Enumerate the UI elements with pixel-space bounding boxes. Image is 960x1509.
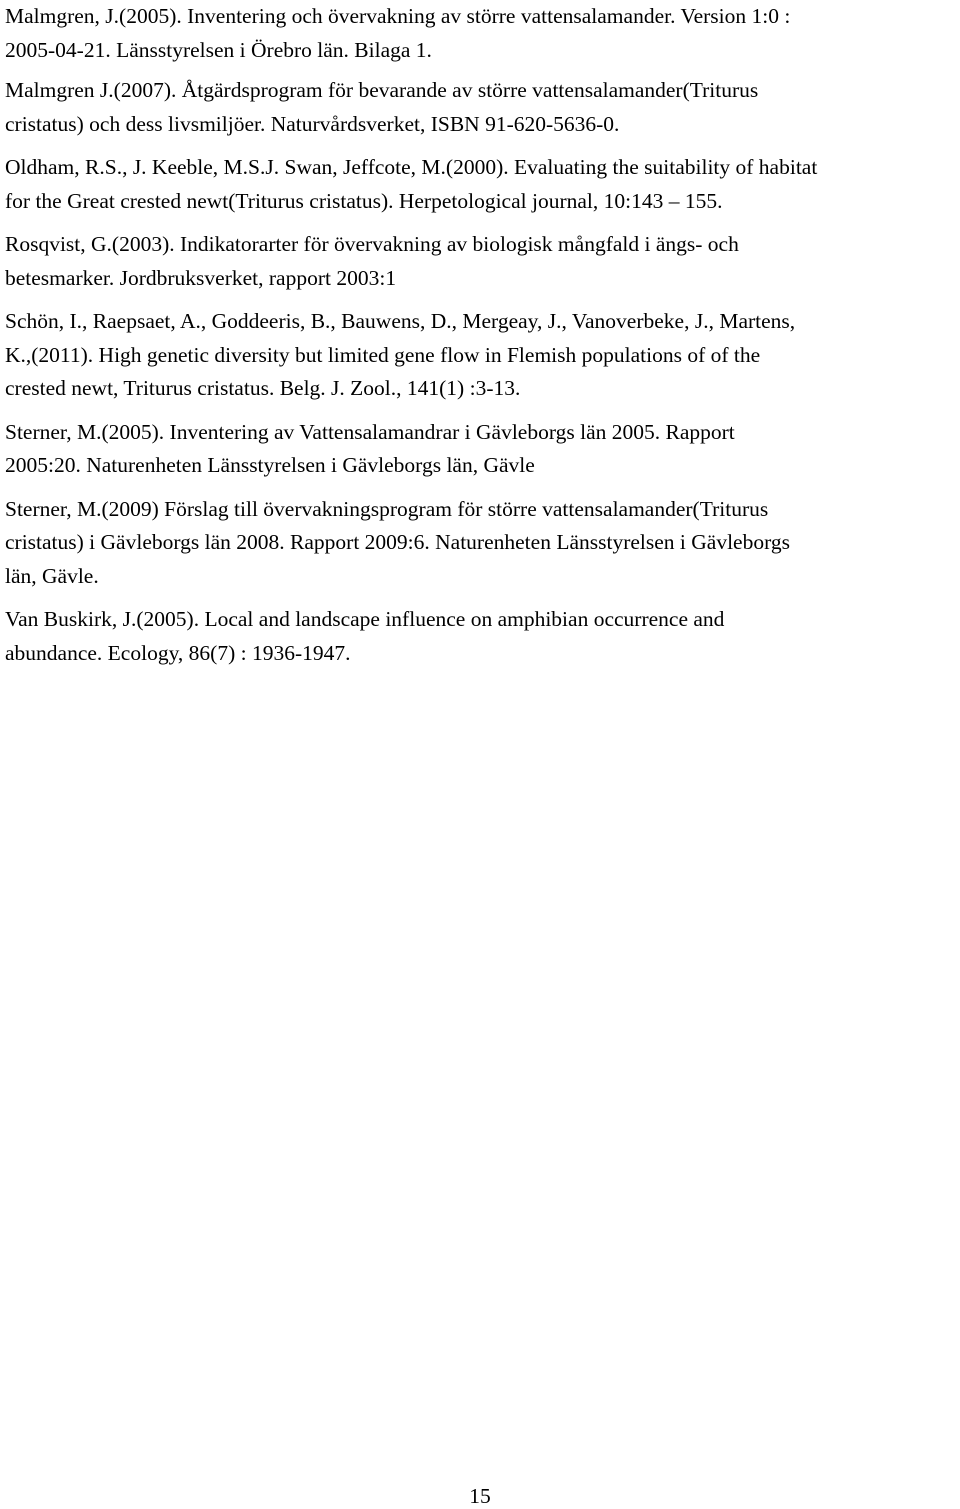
reference-line: Oldham, R.S., J. Keeble, M.S.J. Swan, Jeffcote, M.(2000). Evaluating the suitability of habitat — [5, 155, 818, 179]
reference-van-buskirk-2005 — [5, 603, 957, 670]
reference-line: 2005:20. Naturenheten Länsstyrelsen i Gävleborgs län, Gävle — [5, 453, 535, 477]
reference-line: Sterner, M.(2009) Förslag till övervakningsprogram för större vattensalamander(Triturus — [5, 496, 769, 521]
reference-line: abundance. Ecology, 86(7) : 1936-1947. — [5, 640, 351, 665]
reference-line: K.,(2011). High genetic diversity but limited gene flow in Flemish populations of of the — [5, 342, 761, 367]
reference-line: Malmgren, J.(2005). Inventering och övervakning av större vattensalamander. Version 1:0 : — [5, 4, 791, 28]
reference-list — [5, 0, 957, 670]
reference-line: Rosqvist, G.(2003). Indikatorarter för övervakning av biologisk mångfald i ängs- och — [5, 232, 739, 256]
reference-line: Schön, I., Raepsaet, A., Goddeeris, B., Bauwens, D., Mergeay, J., Vanoverbeke, J., Martens, — [5, 309, 796, 333]
reference-rosqvist-2003 — [5, 228, 957, 295]
reference-line: for the Great crested newt(Triturus cristatus). Herpetological journal, 10:143 – 155. — [5, 188, 723, 213]
reference-malmgren-2007 — [5, 74, 957, 141]
reference-schon-2011 — [5, 305, 957, 406]
reference-line: Van Buskirk, J.(2005). Local and landscape influence on amphibian occurrence and — [5, 607, 725, 631]
reference-line: cristatus) och dess livsmiljöer. Naturvårdsverket, ISBN 91-620-5636-0. — [5, 111, 620, 136]
reference-line: cristatus) i Gävleborgs län 2008. Rapport 2009:6. Naturenheten Länsstyrelsen i Gävleborgs — [5, 530, 790, 554]
reference-sterner-2005 — [5, 416, 957, 483]
reference-line: Sterner, M.(2005). Inventering av Vattensalamandrar i Gävleborgs län 2005. Rapport — [5, 419, 735, 444]
reference-malmgren-2005 — [5, 0, 957, 67]
reference-sterner-2009 — [5, 493, 957, 594]
page-number: 15 — [469, 1484, 491, 1508]
reference-oldham-2000 — [5, 151, 957, 218]
reference-line: 2005-04-21. Länsstyrelsen i Örebro län. Bilaga 1. — [5, 37, 432, 62]
reference-line: län, Gävle. — [5, 563, 99, 588]
reference-line: crested newt, Triturus cristatus. Belg. J. Zool., 141(1) :3-13. — [5, 376, 521, 400]
reference-line: betesmarker. Jordbruksverket, rapport 2003:1 — [5, 265, 397, 290]
reference-line: Malmgren J.(2007). Åtgärdsprogram för bevarande av större vattensalamander(Triturus — [5, 78, 759, 102]
